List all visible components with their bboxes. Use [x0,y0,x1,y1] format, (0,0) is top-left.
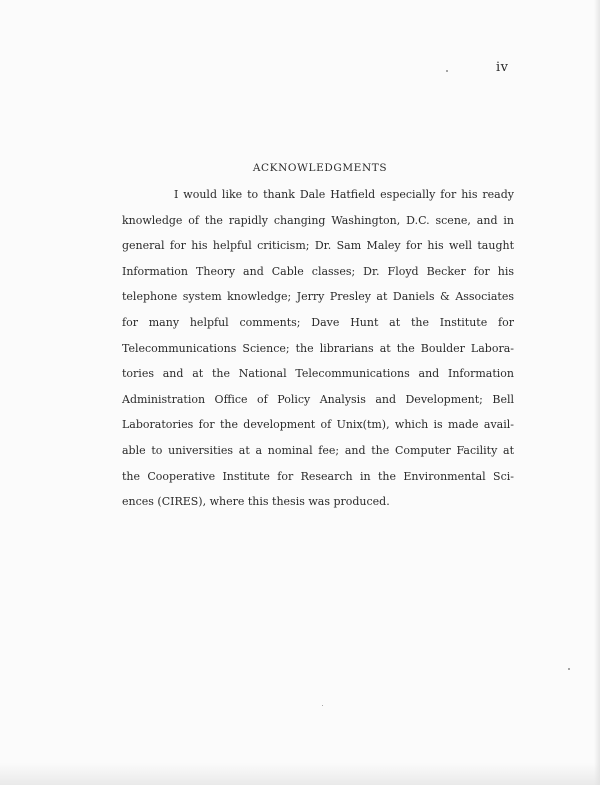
paragraph-line: ences (CIRES), where this thesis was produced. [122,495,390,509]
acknowledgments-paragraph [122,182,514,515]
scan-shadow-bottom [0,763,600,785]
paragraph-line: I would like to thank Dale Hatfield especially for his ready [174,188,514,201]
page-number: iv [496,60,509,75]
paragraph-line: general for his helpful criticism; Dr. Sam Maley for his well taught [122,239,514,253]
paragraph-line: for many helpful comments; Dave Hunt at the Institute for [122,315,514,329]
paragraph-line: telephone system knowledge; Jerry Presley at Daniels & Associates [122,290,514,304]
paragraph-line: Laboratories for the development of Unix(tm), which is made avail- [122,418,514,432]
scan-speck [568,668,570,670]
paragraph-line: tories and at the National Telecommunications and Information [122,367,514,381]
scan-speck [322,705,323,706]
scan-shadow-right [594,0,600,785]
paragraph-line: the Cooperative Institute for Research in the Environmental Sci- [122,469,514,483]
paragraph-line: Administration Office of Policy Analysis and Development; Bell [122,392,514,406]
paragraph-line: Telecommunications Science; the librarians at the Boulder Labora- [122,341,514,355]
paragraph-line: knowledge of the rapidly changing Washington, D.C. scene, and in [122,213,514,227]
paragraph-line: Information Theory and Cable classes; Dr. Floyd Becker for his [122,264,514,278]
paragraph-line: able to universities at a nominal fee; and the Computer Facility at [122,443,514,457]
scan-speck [446,70,448,72]
section-heading: ACKNOWLEDGMENTS [252,162,388,174]
